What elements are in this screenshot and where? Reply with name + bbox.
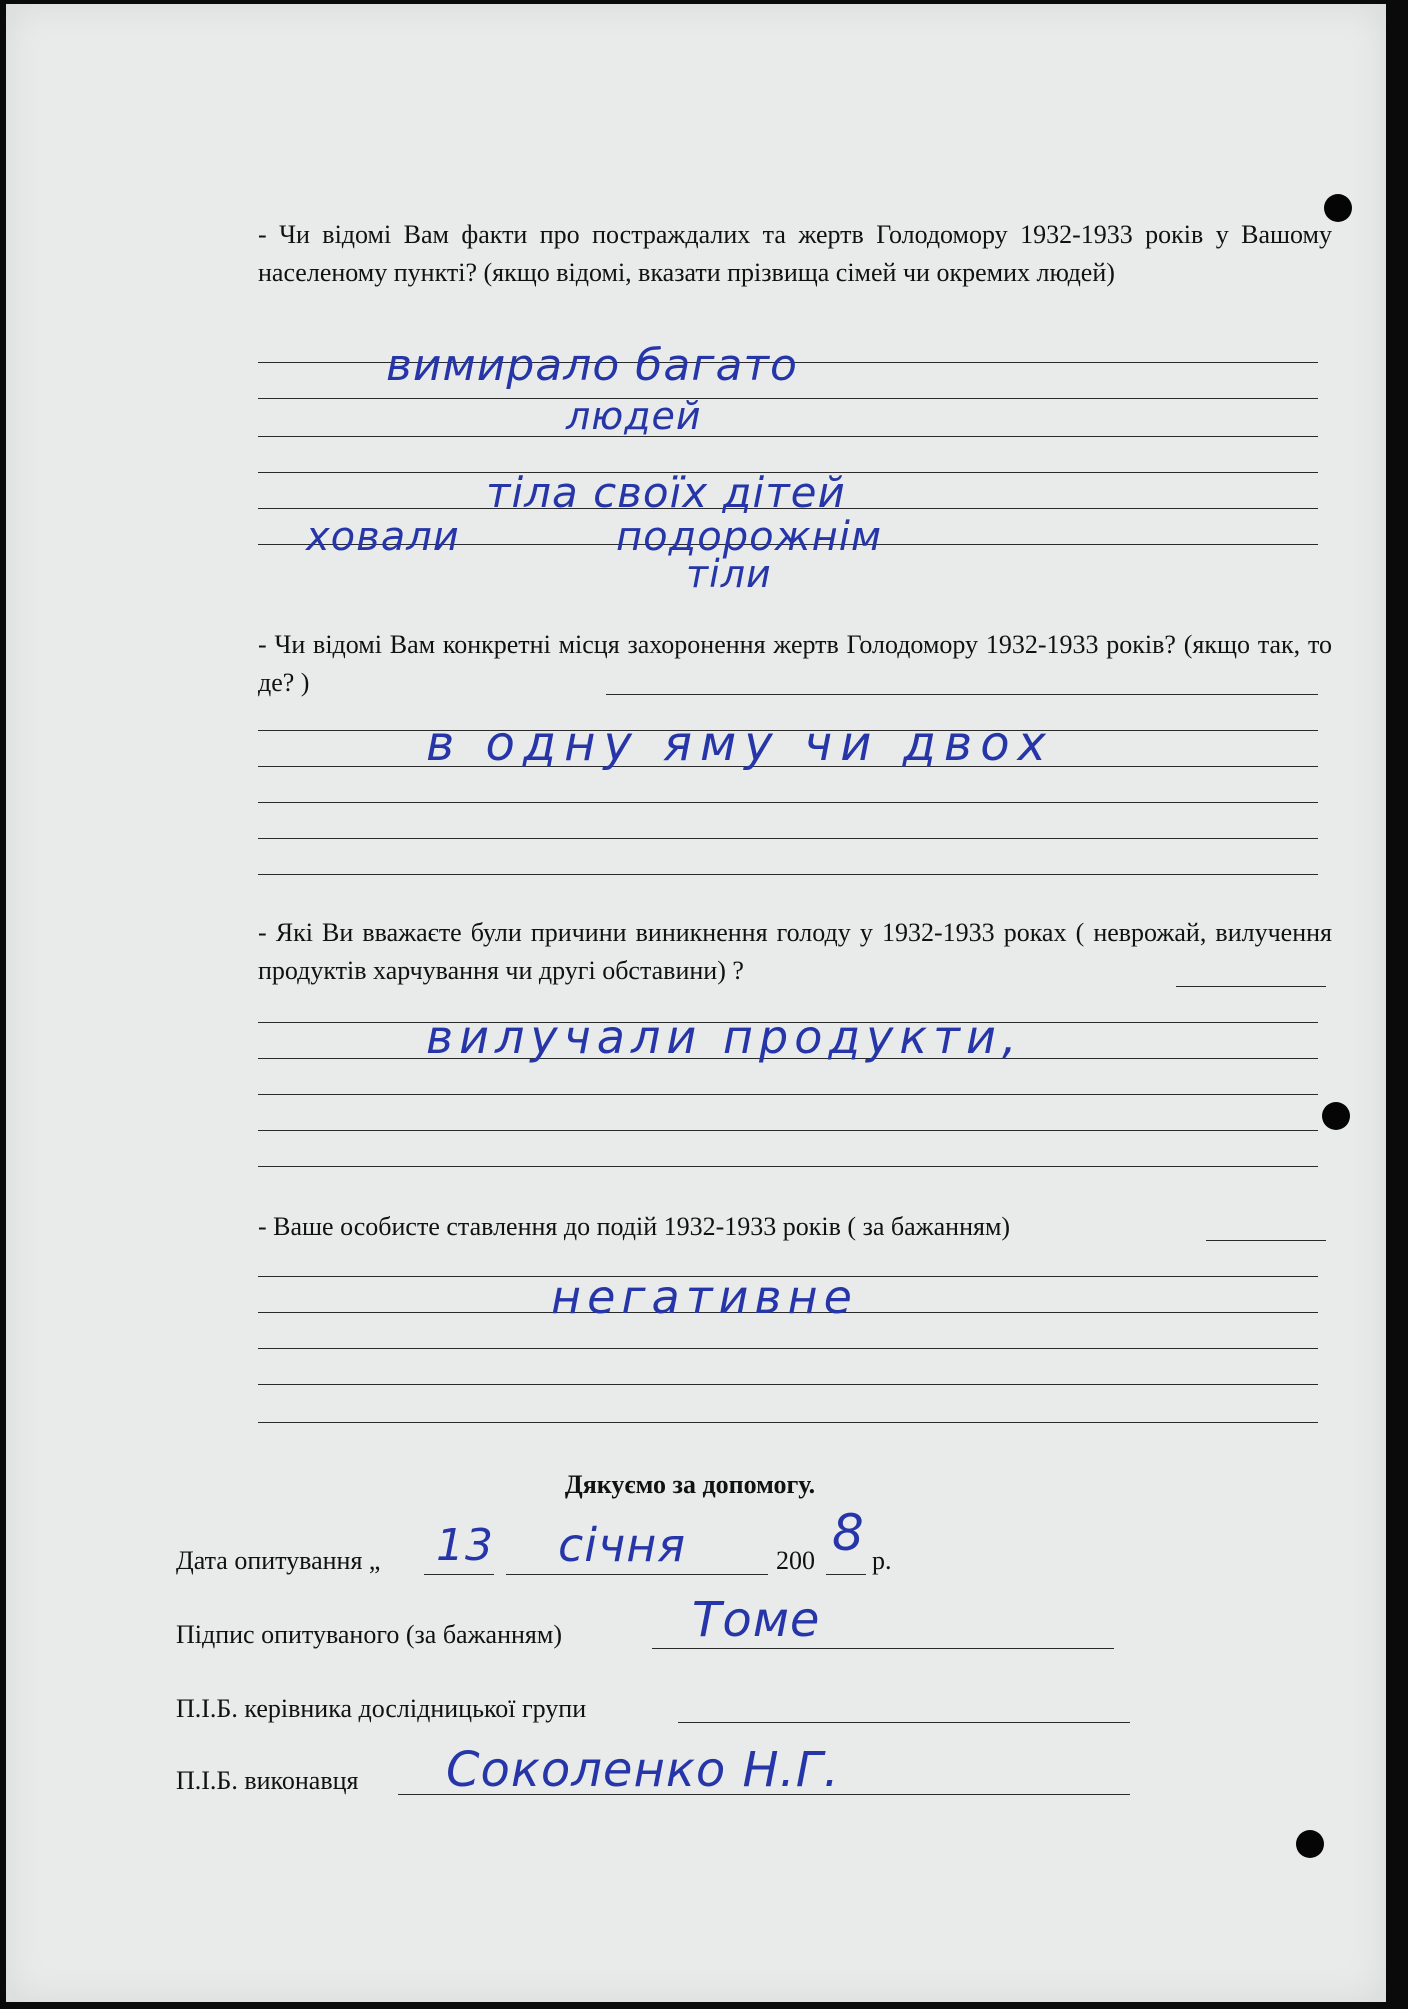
question-3-text: - Які Ви вважаєте були причини виникнення голоду у 1932-1933 роках ( неврожай, вилучення продуктів харчування чи другі обставини) ? (258, 918, 1332, 985)
answer-line (1176, 986, 1326, 987)
handwritten-date-day: 13 (436, 1520, 494, 1571)
handwritten-executor: Соколенко Н.Г. (446, 1742, 840, 1798)
handwritten-signature: Томе (692, 1592, 821, 1648)
handwritten-answer: тіли (686, 552, 772, 596)
answer-line (258, 1348, 1318, 1349)
questionnaire-page (6, 4, 1386, 2002)
executor-label: П.І.Б. виконавця (176, 1766, 359, 1795)
answer-line (258, 1094, 1318, 1095)
question-4-text: - Ваше особисте ставлення до подій 1932-1933 років ( за бажанням) (258, 1212, 1011, 1241)
leader-label: П.І.Б. керівника дослідницької групи (176, 1694, 587, 1723)
answer-line (1206, 1240, 1326, 1241)
punch-hole (1296, 1830, 1324, 1858)
answer-line (258, 436, 1318, 437)
thanks-text: Дякуємо за допомогу. (564, 1470, 816, 1499)
handwritten-answer: подорожнім (616, 514, 883, 560)
answer-line (258, 1384, 1318, 1385)
handwritten-answer: вилучали продукти, (426, 1010, 1023, 1064)
answer-line (258, 802, 1318, 803)
date-month-line (506, 1574, 768, 1575)
answer-line (258, 1166, 1318, 1167)
question-1-text: - Чи відомі Вам факти про постраждалих та жертв Голодомору 1932-1933 років у Вашому населеному пункті? (якщо відомі, вказати прізвища сімей чи окремих людей) (258, 220, 1332, 287)
answer-line (258, 398, 1318, 399)
handwritten-answer: тіла своїх дітей (486, 468, 846, 517)
answer-line (606, 694, 1318, 695)
answer-line (258, 838, 1318, 839)
handwritten-answer: в одну яму чи двох (426, 716, 1054, 772)
question-2-text: - Чи відомі Вам конкретні місця захоронення жертв Голодомору 1932-1933 років? (якщо так, то де? ) (258, 630, 1332, 697)
handwritten-answer: негативне (551, 1270, 858, 1324)
handwritten-answer: людей (566, 394, 702, 438)
answer-line (258, 1130, 1318, 1131)
date-day-line (424, 1574, 494, 1575)
date-year-line (826, 1574, 866, 1575)
answer-line (258, 1422, 1318, 1423)
signature-line (652, 1648, 1114, 1649)
date-year-prefix: 200 (776, 1546, 815, 1575)
handwritten-date-year: 8 (832, 1504, 865, 1562)
leader-line (678, 1722, 1130, 1723)
handwritten-answer: ховали (306, 514, 460, 560)
signature-label: Підпис опитуваного (за бажанням) (176, 1620, 562, 1649)
date-label: Дата опитування „ (176, 1546, 381, 1575)
date-suffix: р. (872, 1546, 892, 1575)
punch-hole (1322, 1102, 1350, 1130)
answer-line (258, 874, 1318, 875)
handwritten-date-month: січня (558, 1518, 686, 1572)
handwritten-answer: вимирало багато (386, 340, 798, 391)
